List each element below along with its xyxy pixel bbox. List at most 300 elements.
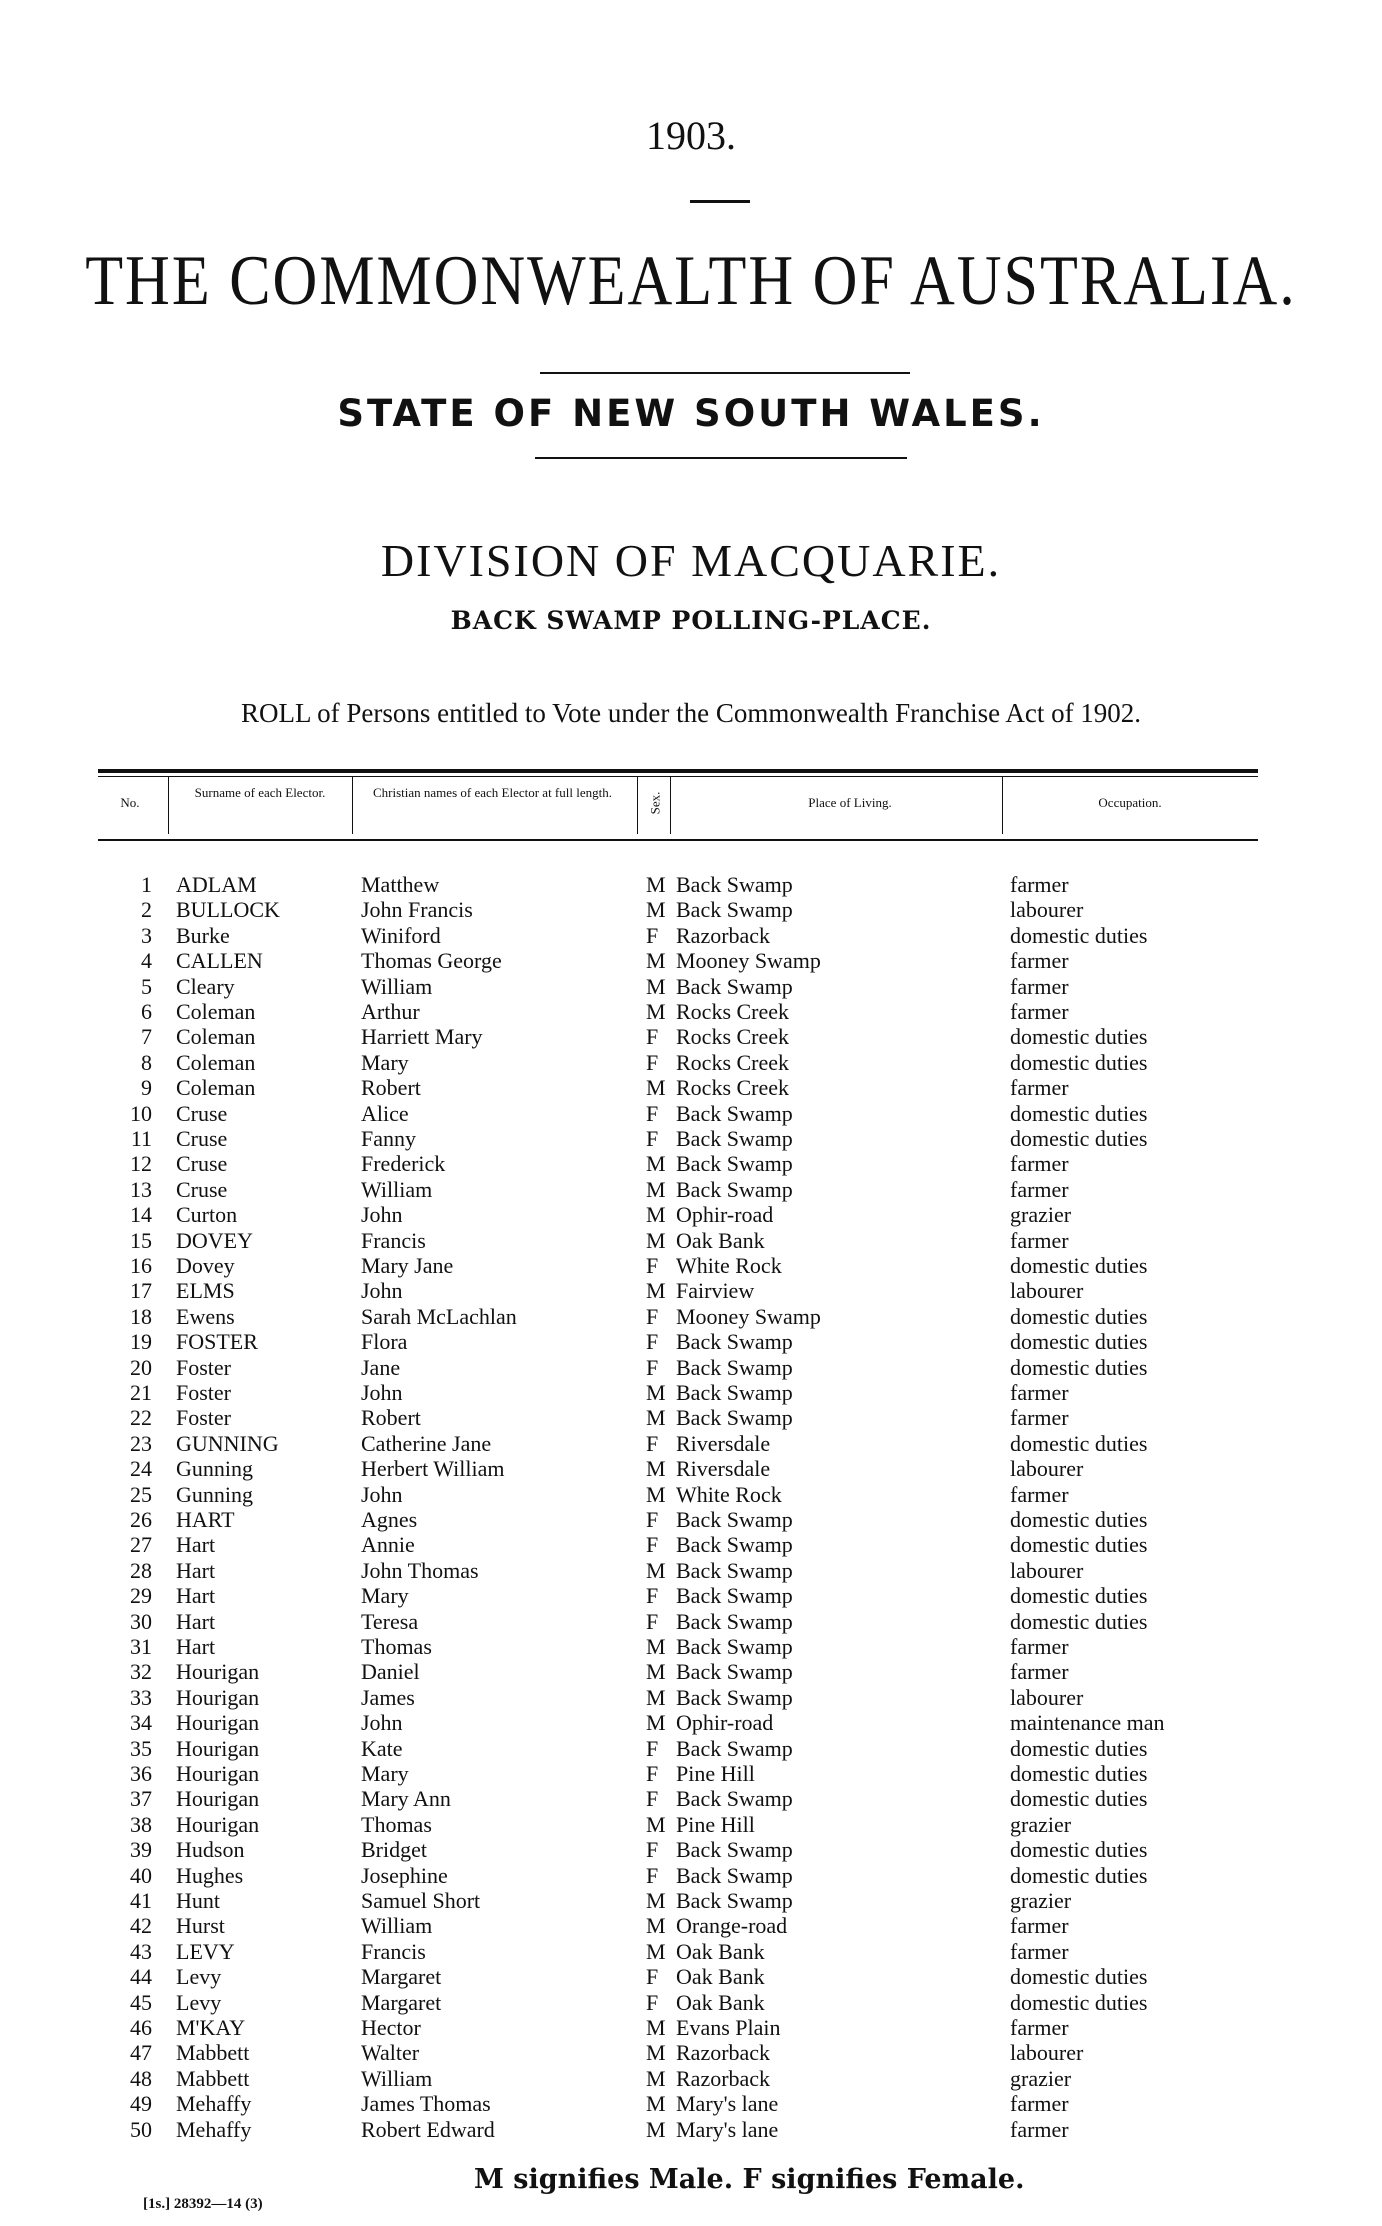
place-of-living-cell: Back Swamp (676, 1532, 793, 1558)
place-of-living-cell: Back Swamp (676, 1862, 793, 1888)
place-of-living-cell: Razorback (676, 2065, 771, 2091)
column-header-no: No. (120, 795, 140, 810)
row-number: 19 (130, 1329, 152, 1355)
divider-rule (535, 457, 907, 459)
table-row (0, 1278, 1382, 1303)
row-number: 20 (130, 1354, 152, 1380)
place-of-living-cell: Back Swamp (676, 1405, 793, 1431)
column-header-occupation: Occupation. (1098, 795, 1162, 810)
occupation-cell: domestic duties (1010, 1430, 1148, 1456)
christian-names-cell: John Francis (361, 897, 473, 923)
table-row (0, 1990, 1382, 2015)
sex-cell: F (646, 1862, 659, 1888)
table-row (0, 1863, 1382, 1888)
row-number: 49 (130, 2091, 152, 2117)
occupation-cell: farmer (1010, 1227, 1069, 1253)
occupation-cell: domestic duties (1010, 1303, 1148, 1329)
place-of-living-cell: Back Swamp (676, 1329, 793, 1355)
place-of-living-cell: Oak Bank (676, 1938, 765, 1964)
row-number: 15 (130, 1227, 152, 1253)
sex-cell: M (646, 999, 666, 1024)
christian-names-cell: Josephine (361, 1862, 448, 1888)
row-number: 34 (130, 1710, 152, 1736)
place-of-living-cell: Back Swamp (676, 1100, 793, 1126)
row-number: 44 (130, 1964, 152, 1990)
place-of-living-cell: Rocks Creek (676, 1049, 790, 1075)
place-of-living-cell: Pine Hill (676, 1761, 755, 1786)
table-row (0, 1050, 1382, 1075)
row-number: 4 (141, 948, 152, 974)
place-of-living-cell: Ophir-road (676, 1710, 774, 1736)
occupation-cell: farmer (1010, 948, 1069, 974)
christian-names-cell: Herbert William (361, 1456, 505, 1482)
page-title: THE COMMONWEALTH OF AUSTRALIA. (85, 241, 1297, 321)
place-of-living-cell: Mooney Swamp (676, 1303, 821, 1329)
occupation-cell: labourer (1010, 1456, 1084, 1482)
surname-cell: Hourigan (176, 1811, 260, 1837)
place-of-living-cell: Back Swamp (676, 973, 793, 999)
sex-legend: M signifies Male. F signifies Female. (474, 2164, 1025, 2195)
christian-names-cell: Francis (361, 1938, 426, 1964)
christian-names-cell: John Thomas (361, 1557, 479, 1583)
christian-names-cell: William (361, 1913, 433, 1939)
christian-names-cell: Winiford (361, 922, 441, 948)
christian-names-cell: James Thomas (361, 2091, 491, 2117)
row-number: 6 (141, 999, 152, 1024)
row-number: 22 (130, 1405, 152, 1431)
table-row (0, 1532, 1382, 1557)
surname-cell: HART (176, 1507, 235, 1532)
place-of-living-cell: Razorback (676, 922, 771, 948)
table-row (0, 1456, 1382, 1481)
table-row (0, 1761, 1382, 1786)
table-row (0, 1431, 1382, 1456)
place-of-living-cell: Back Swamp (676, 1634, 793, 1659)
surname-cell: Dovey (176, 1253, 235, 1278)
occupation-cell: farmer (1010, 1380, 1069, 1405)
row-number: 28 (130, 1557, 152, 1583)
occupation-cell: domestic duties (1010, 1786, 1148, 1812)
occupation-cell: domestic duties (1010, 1761, 1148, 1786)
place-of-living-cell: Riversdale (676, 1456, 771, 1482)
surname-cell: Coleman (176, 1075, 256, 1101)
table-row (0, 948, 1382, 973)
row-number: 32 (130, 1659, 152, 1685)
christian-names-cell: Annie (361, 1532, 415, 1558)
christian-names-cell: Thomas George (361, 948, 502, 974)
christian-names-cell: Mary Ann (361, 1786, 451, 1812)
christian-names-cell: Kate (361, 1735, 403, 1761)
sex-cell: M (646, 2065, 666, 2091)
occupation-cell: farmer (1010, 1659, 1069, 1685)
row-number: 10 (130, 1100, 152, 1126)
occupation-cell: labourer (1010, 1684, 1084, 1710)
surname-cell: Hudson (176, 1837, 245, 1863)
occupation-cell: domestic duties (1010, 1862, 1148, 1888)
surname-cell: Hourigan (176, 1786, 260, 1812)
place-of-living-cell: Fairview (676, 1278, 755, 1304)
row-number: 25 (130, 1481, 152, 1507)
christian-names-cell: Matthew (361, 872, 440, 897)
place-of-living-cell: Back Swamp (676, 1608, 793, 1634)
occupation-cell: grazier (1010, 2065, 1072, 2091)
christian-names-cell: John (361, 1481, 403, 1507)
christian-names-cell: Alice (361, 1100, 409, 1126)
table-row (0, 1405, 1382, 1430)
table-row (0, 1583, 1382, 1608)
sex-cell: M (646, 1710, 666, 1736)
occupation-cell: farmer (1010, 2116, 1069, 2142)
row-number: 2 (141, 897, 152, 923)
sex-cell: F (646, 1608, 659, 1634)
occupation-cell: labourer (1010, 1557, 1084, 1583)
table-row (0, 923, 1382, 948)
table-rule (98, 776, 1258, 777)
sex-cell: M (646, 1659, 666, 1685)
table-row (0, 1253, 1382, 1278)
occupation-cell: domestic duties (1010, 1354, 1148, 1380)
table-row (0, 2015, 1382, 2040)
christian-names-cell: Thomas (361, 1634, 432, 1659)
christian-names-cell: Mary (361, 1761, 409, 1786)
print-code: [1s.] 28392—14 (3) (143, 2196, 263, 2212)
divider-rule (690, 200, 750, 203)
occupation-cell: grazier (1010, 1888, 1072, 1913)
table-rule (98, 839, 1258, 841)
table-row (0, 1024, 1382, 1049)
surname-cell: Hourigan (176, 1684, 260, 1710)
occupation-cell: domestic duties (1010, 1100, 1148, 1126)
christian-names-cell: Francis (361, 1227, 426, 1253)
row-number: 36 (130, 1761, 152, 1786)
state-heading: STATE OF NEW SOUTH WALES. (337, 392, 1045, 435)
christian-names-cell: Thomas (361, 1811, 432, 1837)
surname-cell: FOSTER (176, 1329, 258, 1355)
table-row (0, 2117, 1382, 2142)
column-separator (1002, 776, 1003, 834)
occupation-cell: domestic duties (1010, 1989, 1148, 2015)
roll-heading: ROLL of Persons entitled to Vote under the Commonwealth Franchise Act of 1902. (240, 698, 1142, 728)
sex-cell: F (646, 1761, 659, 1786)
column-separator (670, 776, 671, 834)
christian-names-cell: Arthur (361, 999, 420, 1024)
christian-names-cell: Sarah McLachlan (361, 1303, 517, 1329)
row-number: 26 (130, 1507, 152, 1532)
surname-cell: Coleman (176, 1024, 256, 1050)
place-of-living-cell: Oak Bank (676, 1989, 765, 2015)
place-of-living-cell: Back Swamp (676, 1837, 793, 1863)
table-row (0, 1964, 1382, 1989)
row-number: 13 (130, 1176, 152, 1202)
table-row (0, 1151, 1382, 1176)
row-number: 30 (130, 1608, 152, 1634)
place-of-living-cell: Oak Bank (676, 1964, 765, 1990)
table-row (0, 1609, 1382, 1634)
sex-cell: F (646, 1024, 659, 1050)
table-row (0, 2091, 1382, 2116)
sex-cell: M (646, 1278, 666, 1304)
place-of-living-cell: Back Swamp (676, 1786, 793, 1812)
surname-cell: Cruse (176, 1151, 228, 1177)
sex-cell: M (646, 1888, 666, 1913)
occupation-cell: domestic duties (1010, 1583, 1148, 1609)
place-of-living-cell: Back Swamp (676, 1380, 793, 1405)
occupation-cell: labourer (1010, 897, 1084, 923)
occupation-cell: farmer (1010, 973, 1069, 999)
christian-names-cell: Mary Jane (361, 1253, 454, 1278)
surname-cell: Cruse (176, 1100, 228, 1126)
table-row (0, 1736, 1382, 1761)
row-number: 50 (130, 2116, 152, 2142)
christian-names-cell: Margaret (361, 1964, 442, 1990)
occupation-cell: farmer (1010, 1075, 1069, 1101)
sex-cell: M (646, 1481, 666, 1507)
sex-cell: M (646, 1227, 666, 1253)
christian-names-cell: William (361, 1176, 433, 1202)
place-of-living-cell: Back Swamp (676, 1684, 793, 1710)
surname-cell: Hart (176, 1608, 216, 1634)
occupation-cell: farmer (1010, 1913, 1069, 1939)
occupation-cell: grazier (1010, 1811, 1072, 1837)
divider-rule (540, 372, 910, 374)
christian-names-cell: Jane (361, 1354, 401, 1380)
year-heading: 1903. (646, 113, 736, 158)
table-row (0, 1786, 1382, 1811)
surname-cell: Gunning (176, 1456, 253, 1482)
row-number: 48 (130, 2065, 152, 2091)
sex-cell: M (646, 872, 666, 897)
place-of-living-cell: Riversdale (676, 1430, 771, 1456)
occupation-cell: labourer (1010, 1278, 1084, 1304)
row-number: 18 (130, 1303, 152, 1329)
occupation-cell: domestic duties (1010, 1964, 1148, 1990)
sex-cell: F (646, 1049, 659, 1075)
sex-cell: M (646, 2015, 666, 2040)
row-number: 37 (130, 1786, 152, 1812)
surname-cell: Foster (176, 1354, 231, 1380)
row-number: 45 (130, 1989, 152, 2015)
occupation-cell: domestic duties (1010, 1837, 1148, 1863)
row-number: 1 (141, 872, 152, 897)
sex-cell: F (646, 1735, 659, 1761)
row-number: 33 (130, 1684, 152, 1710)
christian-names-cell: Harriett Mary (361, 1024, 483, 1050)
surname-cell: Foster (176, 1405, 231, 1431)
surname-cell: Cruse (176, 1176, 228, 1202)
surname-cell: Cleary (176, 973, 235, 999)
sex-cell: F (646, 1126, 659, 1151)
place-of-living-cell: Back Swamp (676, 1354, 793, 1380)
sex-cell: M (646, 1913, 666, 1939)
row-number: 31 (130, 1634, 152, 1659)
table-row (0, 1355, 1382, 1380)
surname-cell: Gunning (176, 1481, 253, 1507)
occupation-cell: domestic duties (1010, 1507, 1148, 1532)
sex-cell: F (646, 1329, 659, 1355)
occupation-cell: farmer (1010, 1151, 1069, 1177)
row-number: 3 (141, 922, 152, 948)
table-row (0, 974, 1382, 999)
sex-cell: F (646, 1964, 659, 1990)
row-number: 12 (130, 1151, 152, 1177)
surname-cell: Hourigan (176, 1735, 260, 1761)
surname-cell: CALLEN (176, 948, 263, 974)
row-number: 5 (141, 973, 152, 999)
place-of-living-cell: Back Swamp (676, 1735, 793, 1761)
occupation-cell: farmer (1010, 1176, 1069, 1202)
table-row (0, 1202, 1382, 1227)
occupation-cell: farmer (1010, 999, 1069, 1024)
place-of-living-cell: Oak Bank (676, 1227, 765, 1253)
christian-names-cell: Catherine Jane (361, 1430, 492, 1456)
sex-cell: M (646, 2040, 666, 2066)
column-separator (168, 776, 169, 834)
place-of-living-cell: Mary's lane (676, 2091, 779, 2117)
christian-names-cell: Walter (361, 2040, 420, 2066)
sex-cell: M (646, 1811, 666, 1837)
table-row (0, 1558, 1382, 1583)
sex-cell: M (646, 1151, 666, 1177)
row-number: 11 (130, 1126, 152, 1151)
table-row (0, 1812, 1382, 1837)
table-row (0, 1710, 1382, 1735)
surname-cell: Mabbett (176, 2040, 250, 2066)
surname-cell: LEVY (176, 1938, 235, 1964)
sex-cell: F (646, 1507, 659, 1532)
place-of-living-cell: Evans Plain (676, 2015, 781, 2040)
place-of-living-cell: Back Swamp (676, 1151, 793, 1177)
place-of-living-cell: Rocks Creek (676, 1024, 790, 1050)
place-of-living-cell: Back Swamp (676, 1126, 793, 1151)
surname-cell: Levy (176, 1964, 222, 1990)
sex-cell: F (646, 922, 659, 948)
surname-cell: Ewens (176, 1303, 235, 1329)
table-row (0, 1304, 1382, 1329)
row-number: 9 (141, 1075, 152, 1101)
table-row (0, 1634, 1382, 1659)
christian-names-cell: Margaret (361, 1989, 442, 2015)
surname-cell: Hourigan (176, 1761, 260, 1786)
surname-cell: Hart (176, 1583, 216, 1609)
place-of-living-cell: Back Swamp (676, 897, 793, 923)
place-of-living-cell: Back Swamp (676, 872, 793, 897)
sex-cell: M (646, 1075, 666, 1101)
christian-names-cell: Robert (361, 1075, 421, 1101)
row-number: 29 (130, 1583, 152, 1609)
column-separator (637, 776, 638, 834)
column-header-sex: Sex. (647, 791, 662, 815)
sex-cell: M (646, 1634, 666, 1659)
occupation-cell: domestic duties (1010, 1735, 1148, 1761)
column-separator (352, 776, 353, 834)
christian-names-cell: John (361, 1710, 403, 1736)
row-number: 14 (130, 1202, 152, 1228)
place-of-living-cell: Pine Hill (676, 1811, 755, 1837)
place-of-living-cell: Back Swamp (676, 1888, 793, 1913)
table-row (0, 2066, 1382, 2091)
christian-names-cell: Hector (361, 2015, 421, 2040)
sex-cell: F (646, 1354, 659, 1380)
surname-cell: Hughes (176, 1862, 244, 1888)
table-row (0, 1913, 1382, 1938)
sex-cell: M (646, 1202, 666, 1228)
polling-place-heading: BACK SWAMP POLLING-PLACE. (450, 606, 932, 635)
occupation-cell: farmer (1010, 2091, 1069, 2117)
surname-cell: Foster (176, 1380, 231, 1405)
surname-cell: DOVEY (176, 1227, 253, 1253)
christian-names-cell: Robert (361, 1405, 421, 1431)
row-number: 7 (141, 1024, 152, 1050)
table-row (0, 1228, 1382, 1253)
occupation-cell: domestic duties (1010, 1532, 1148, 1558)
surname-cell: BULLOCK (176, 897, 280, 923)
table-row (0, 1329, 1382, 1354)
row-number: 27 (130, 1532, 152, 1558)
sex-cell: F (646, 1303, 659, 1329)
column-header-place: Place of Living. (808, 795, 892, 810)
place-of-living-cell: Back Swamp (676, 1507, 793, 1532)
occupation-cell: labourer (1010, 2040, 1084, 2066)
sex-cell: M (646, 1176, 666, 1202)
sex-cell: M (646, 1405, 666, 1431)
table-row (0, 1837, 1382, 1862)
table-row (0, 1685, 1382, 1710)
sex-cell: M (646, 1380, 666, 1405)
occupation-cell: farmer (1010, 1405, 1069, 1431)
christian-names-cell: Frederick (361, 1151, 446, 1177)
occupation-cell: maintenance man (1010, 1710, 1165, 1736)
row-number: 23 (130, 1430, 152, 1456)
sex-cell: M (646, 2091, 666, 2117)
christian-names-cell: John (361, 1278, 403, 1304)
christian-names-cell: William (361, 973, 433, 999)
surname-cell: GUNNING (176, 1430, 279, 1456)
sex-cell: M (646, 1456, 666, 1482)
christian-names-cell: James (361, 1684, 415, 1710)
occupation-cell: farmer (1010, 2015, 1069, 2040)
occupation-cell: farmer (1010, 872, 1069, 897)
row-number: 43 (130, 1938, 152, 1964)
sex-cell: F (646, 1989, 659, 2015)
surname-cell: Hart (176, 1557, 216, 1583)
row-number: 17 (130, 1278, 152, 1304)
surname-cell: Burke (176, 922, 230, 948)
surname-cell: Hart (176, 1532, 216, 1558)
occupation-cell: farmer (1010, 1938, 1069, 1964)
sex-cell: F (646, 1786, 659, 1812)
surname-cell: Hourigan (176, 1710, 260, 1736)
row-number: 47 (130, 2040, 152, 2066)
place-of-living-cell: Orange-road (676, 1913, 788, 1939)
christian-names-cell: Mary (361, 1583, 409, 1609)
surname-cell: Curton (176, 1202, 238, 1228)
sex-cell: M (646, 973, 666, 999)
surname-cell: M'KAY (176, 2015, 246, 2040)
place-of-living-cell: White Rock (676, 1481, 782, 1507)
surname-cell: Mehaffy (176, 2116, 252, 2142)
row-number: 21 (130, 1380, 152, 1405)
occupation-cell: domestic duties (1010, 1126, 1148, 1151)
table-row (0, 2040, 1382, 2065)
row-number: 40 (130, 1862, 152, 1888)
occupation-cell: domestic duties (1010, 1049, 1148, 1075)
table-row (0, 1939, 1382, 1964)
sex-cell: M (646, 2116, 666, 2142)
occupation-cell: domestic duties (1010, 922, 1148, 948)
sex-cell: M (646, 948, 666, 974)
surname-cell: Cruse (176, 1126, 228, 1151)
table-row (0, 1177, 1382, 1202)
